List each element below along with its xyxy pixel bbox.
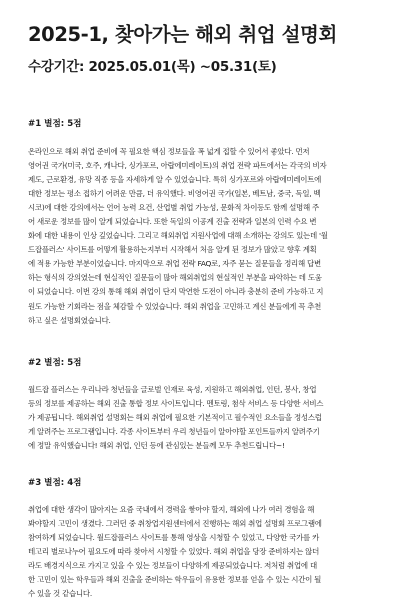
- review-1-line: 화에 대한 내용이 인상 깊었습니다. 그리고 해외취업 지원사업에 대해 소개하는 강의도 있는데 '월: [28, 231, 328, 241]
- review-1-rating-heading: #1 별점: 5점: [28, 119, 82, 129]
- review-1-line: 어 새로운 정보를 많이 알게 되었습니다. 또한 독일의 이공계 진출 전략과 일본의 인력 수요 변: [28, 217, 317, 227]
- review-3-line: 라도 배경지식으로 가지고 있을 수 있는 정보들이 다양하게 제공되었습니다. 저처럼 취업에 대: [28, 561, 317, 571]
- review-1-line: 제도, 근로환경, 유망 직종 등을 자세하게 알 수 있었습니다. 특히 싱가포르와 아랍에미레이트에: [28, 175, 322, 185]
- review-1-line: 이 되었습니다. 이번 강의 통해 해외 취업이 단지 막연한 도전이 아니라 충분히 준비 가능하고 지: [28, 287, 324, 297]
- review-1-line: 하고 싶은 설명회였습니다.: [28, 315, 111, 325]
- document-title: 2025-1, 찾아가는 해외 취업 설명회: [28, 23, 337, 46]
- review-2-line: 가 제공됩니다. 해외취업 설명회는 해외 취업에 필요한 기본적이고 필수적인 요소들을 정성스럽: [28, 412, 322, 422]
- review-1: [28, 118, 392, 328]
- review-2: [28, 357, 392, 453]
- review-2-rating-heading: #2 별점: 5점: [28, 357, 82, 368]
- review-3: [28, 477, 392, 601]
- review-2-body: [28, 383, 392, 453]
- review-3-line: 참여하게 되었습니다. 월드잡플러스 사이트를 통해 영상을 시청할 수 있었고, 다양한 국가를 카: [28, 532, 319, 542]
- review-2-line: 게 알려주는 프로그램입니다. 각종 사이트부터 우리 청년들이 알아야할 포인트들까지 알려주기: [28, 426, 320, 436]
- review-1-line: 대한 정보는 평소 접하기 어려운 만큼, 더 유익했다. 비영어권 국가(일본, 베트남, 중국, 독일, 벡: [28, 189, 321, 199]
- review-1-line: 원도 가능한 기회라는 점을 체감할 수 있었습니다. 해외 취업을 고민하고 계신 분들에게 꼭 추천: [28, 301, 322, 311]
- course-period: 수강기간: 2025.05.01(목) ~05.31(토): [28, 59, 277, 75]
- review-1-line: 에 적용 가능한 부분이었습니다. 마지막으로 취업 전략 FAQ로, 자주 묻는 질문들을 정리해 답변: [28, 259, 321, 269]
- review-3-line: 수 있을 것 같습니다.: [28, 589, 92, 599]
- review-3-rating-heading: #3 별점: 4점: [28, 477, 82, 488]
- review-3-line: 테고리 별로나누어 필요도에 따라 찾아서 시청할 수 있었다. 해외 취업을 당장 준비하지는 않더: [28, 546, 319, 556]
- review-1-line: 하는 형식의 강의였는데 현실적인 질문들이 많아 해외취업의 현실적인 부분을 파악하는 데 도움: [28, 273, 322, 283]
- review-2-line: 월드잡 플러스는 우리나라 청년들을 글로벌 인재로 육성, 지원하고 해외취업, 인턴, 봉사, 창업: [28, 384, 317, 394]
- review-1-body: [28, 145, 392, 328]
- review-3-line: 한 고민이 있는 학우들과 해외 진출을 준비하는 학우들이 유용한 정보를 얻을 수 있는 시간이 될: [28, 575, 322, 585]
- review-2-line: 에 정말 유익했습니다! 해외 취업, 인턴 등에 관심있는 분들께 모두 추천드립니다~!: [28, 440, 285, 450]
- review-1-line: 시코)에 대한 강의에서는 언어 능력 요건, 산업별 취업 가능성, 문화적 차이등도 함께 설명해 주: [28, 203, 319, 213]
- review-3-line: 봐야할지 고민이 생겼다. 그러던 중 취창업지원센터에서 진행하는 해외 취업 설명회 프로그램에: [28, 518, 322, 528]
- review-3-body: [28, 503, 392, 601]
- review-1-line: 드잡플러스' 사이트를 어떻게 활용하는지부터 시작해서 처음 알게 된 정보가 많았고 향후 계획: [28, 245, 317, 255]
- review-3-line: 취업에 대한 생각이 많아지는 요즘 국내에서 경력을 쌓아야 할지, 해외에 나가 여러 경험을 해: [28, 504, 315, 514]
- review-2-line: 등의 정보를 제공하는 해외 진출 통합 정보 사이트입니다. 멘토링, 첨삭 서비스 등 다양한 서비스: [28, 398, 324, 408]
- review-1-line: 온라인으로 해외 취업 준비에 꼭 필요한 핵심 정보들을 폭 넓게 접할 수 있어서 좋았다. 먼저: [28, 147, 310, 156]
- review-1-line: 영어권 국가(미국, 호주, 캐나다, 싱가포르, 아랍에미레이트)의 취업 전략 파트에서는 각국의 비자: [28, 161, 327, 171]
